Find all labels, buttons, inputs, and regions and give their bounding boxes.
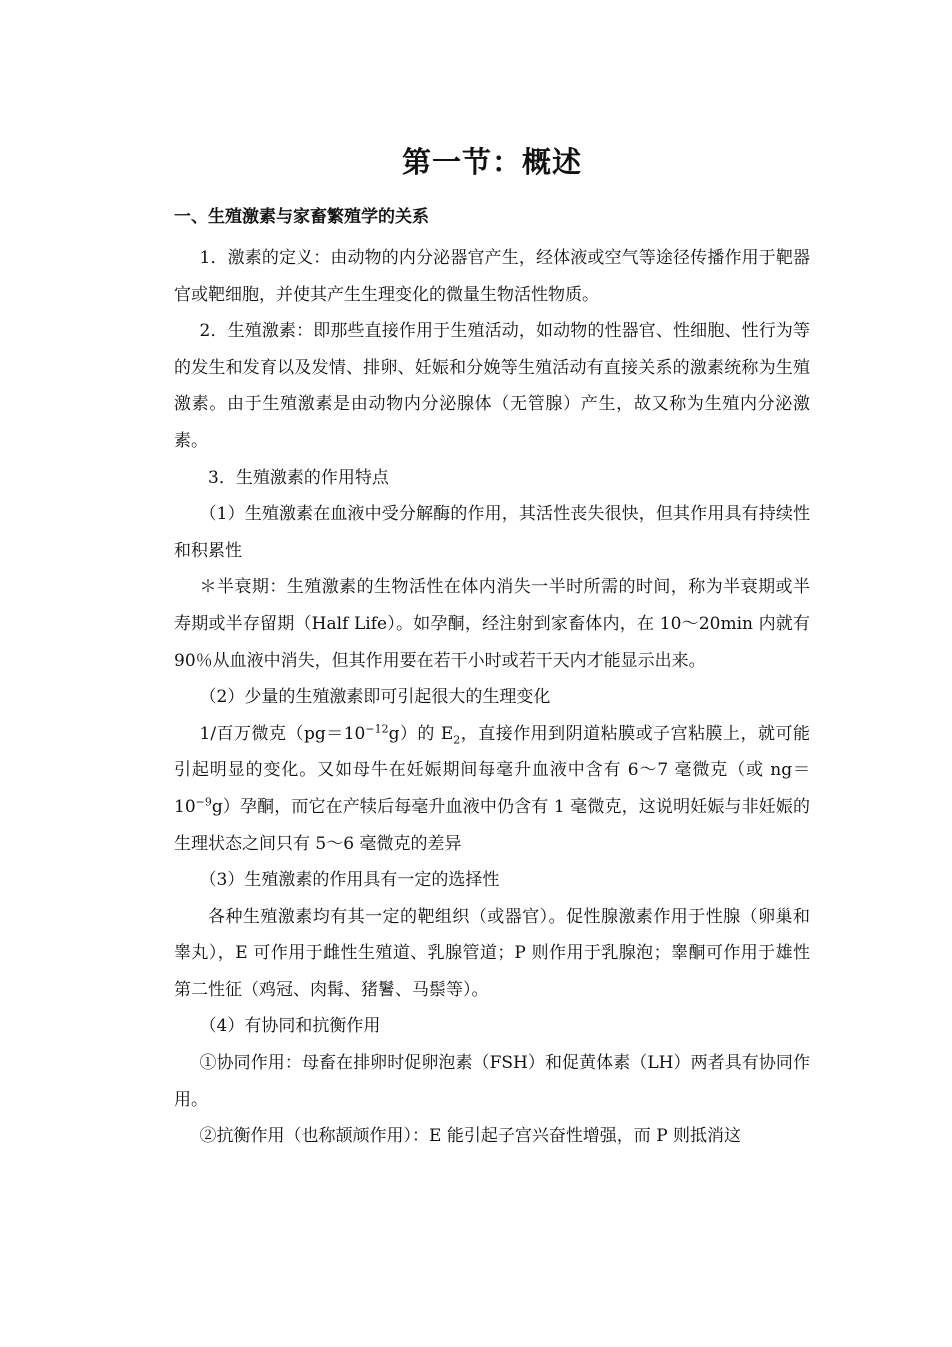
paragraph-point-3: （3）生殖激素的作用具有一定的选择性: [199, 870, 500, 891]
paragraph-target-tissues: 各种生殖激素均有其一定的靶组织（或器官）。促性腺激素作用于性腺（卵巢和睾丸），E 可作用于雌性生殖道、乳腺管道；P 则作用于乳腺泡；睾酮可作用于雄性第二性征（鸡冠、肉髯、猪鬐、马鬃等）。: [174, 906, 810, 1000]
page-title: 第一节：概述: [401, 145, 582, 179]
paragraph-synergy: ①协同作用：母畜在排卵时促卵泡素（FSH）和促黄体素（LH）两者具有协同作用。: [174, 1053, 810, 1110]
paragraph-point-4: （4）有协同和抗衡作用: [199, 1016, 381, 1037]
subscript-number: 2: [453, 733, 461, 747]
paragraph-point-1: （1）生殖激素在血液中受分解酶的作用，其活性丧失很快，但其作用具有持续性和积累性: [174, 504, 810, 561]
paragraph-hormone-definition: 1．激素的定义：由动物的内分泌器官产生，经体液或空气等途径传播作用于靶器官或靶细胞，并使其产生生理变化的微量生物活性物质。: [174, 248, 810, 305]
text-segment: 1/百万微克（pg＝10: [199, 723, 366, 744]
section-heading: 一、生殖激素与家畜繁殖学的关系: [174, 207, 429, 227]
paragraph-antagonism: ②抗衡作用（也称颉颃作用）：E 能引起子宫兴奋性增强，而 P 则抵消这: [199, 1126, 742, 1147]
text-segment: ，直接作用到阴道粘膜或子宫粘膜上，就可能引起明显的变化。又如母牛在妊娠期间每毫升血液中含有 6～7 毫微克（或 ng＝10: [174, 723, 810, 817]
text-segment: g）孕酮，而它在产犊后每毫升血液中仍含有 1 毫微克，这说明妊娠与非妊娠的生理状态之间只有 5～6 毫微克的差异: [174, 796, 810, 854]
paragraph-half-life: ＊半衰期：生殖激素的生物活性在体内消失一半时所需的时间，称为半衰期或半寿期或半存留期（Half Life）。如孕酮，经注射到家畜体内，在 10～20min 内就有 90％从血液中消失，但其作用要在若干小时或若干天内才能显示出来。: [174, 577, 810, 671]
paragraph-characteristics-heading: 3．生殖激素的作用特点: [208, 467, 389, 488]
superscript-exponent: −12: [365, 722, 389, 736]
superscript-exponent: −9: [195, 795, 212, 809]
document-body: [174, 240, 810, 1155]
paragraph-point-2: （2）少量的生殖激素即可引起很大的生理变化: [199, 687, 551, 708]
paragraph-small-dose-example: [174, 716, 810, 862]
paragraph-reproductive-hormones: 2．生殖激素：即那些直接作用于生殖活动，如动物的性器官、性细胞、性行为等的发生和发育以及发情、排卵、妊娠和分娩等生殖活动有直接关系的激素统称为生殖激素。由于生殖激素是由动物内分泌腺体（无管腺）产生，故又称为生殖内分泌激素。: [174, 321, 810, 451]
text-segment: g）的 E: [388, 723, 454, 744]
